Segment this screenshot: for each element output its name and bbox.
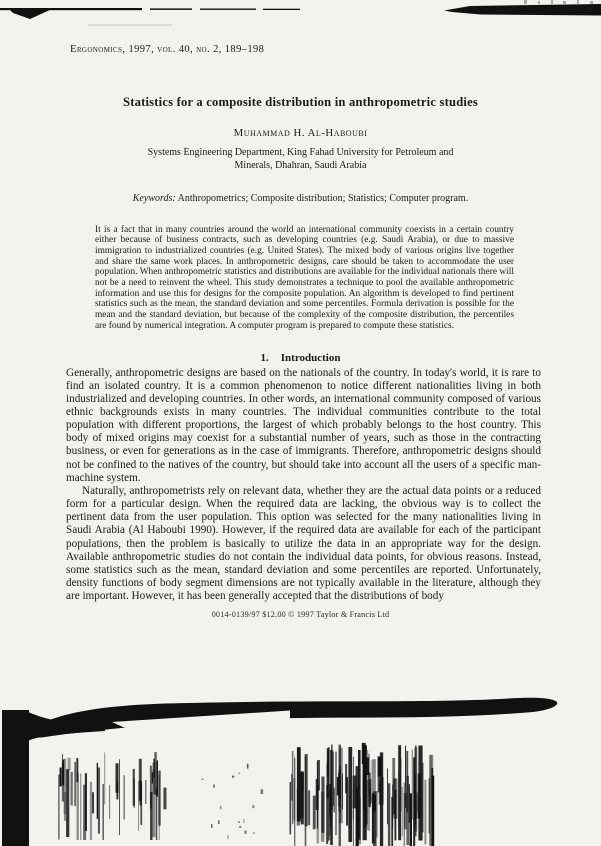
abstract-text: It is a fact that in many countries around the world an international community coexists in a certain country either because of business contracts, such as developing countries (e.g. Saudi Arabia), or due to massive immigration to industrialized countries (e.g. United States). The mixed body of various origins live together and share the same work places. In anthropometric designs, care should be taken to accommodate the user population. When anthropometric statistics and distributions are available for the individual nationals there will not be a need to reinvent the wheel. This study demonstrates a technique to pool the available anthropometric information and use this for designs for the composite population. An algorithm is developed to find pertinent statistics such as the mean, the standard deviation and some percentiles. Formula derivation is possible for the mean and the standard deviation, but because of the complexity of the composite distribution, the percentiles are found by numerical integration. A computer program is prepared to compute these statistics. xyxy=(95,224,514,331)
author-name: Muhammad H. Al-Haboubi xyxy=(233,127,368,139)
section-number: 1. xyxy=(260,351,269,364)
copyright-footer: 0014-0139/97 $12.00 © 1997 Taylor & Francis Ltd xyxy=(211,610,390,620)
keywords-block xyxy=(107,193,495,206)
page-title: Statistics for a composite distribution in anthropometric studies xyxy=(122,95,479,109)
affiliation-line-2: Minerals, Dhahran, Saudi Arabia xyxy=(234,159,367,171)
affiliation-line-1: Systems Engineering Department, King Fahad University for Petroleum and xyxy=(147,147,454,158)
keywords-text: Anthropometrics; Composite distribution; Statistics; Computer program. xyxy=(175,193,469,204)
section-heading-introduction xyxy=(0,352,601,364)
section-title: Introduction xyxy=(280,351,341,364)
author-affiliation xyxy=(0,147,601,172)
journal-header: Ergonomics, 1997, vol. 40, no. 2, 189–198 xyxy=(70,44,265,55)
paragraph-2: Naturally, anthropometrists rely on relevant data, whether they are the actual data points or a reduced form for a particular design. When the required data are lacking, the obvious way is to collect the pertinent data from the user population. This option was selected for the many nationalities living in Saudi Arabia (Al Haboubi 1990). However, if the required data are available for each of the participant populations, then the problem is basically to utilize the data in an appropriate way for the design. Available anthropometric studies do not contain the individual data points, for obvious reasons. Instead, some statistics such as the mean, standard deviation and some percentiles are reported. Unfortunately, density functions of body segment dimensions are not typically available in the literature, although they are important. However, it has been generally accepted that the distributions of body xyxy=(66,484,541,603)
body-text xyxy=(66,367,541,604)
paragraph-1: Generally, anthropometric designs are based on the nationals of the country. In today's world, it is rare to find an isolated country. It is a common phenomenon to notice different nationalities living in both industrialized and developing countries. In other words, an international community composed of various ethnic backgrounds exists in many countries. The individual communities contribute to the total population with different proportions, the largest of which probably belongs to the host country. This body of mixed origins may coexist for a substantial number of years, such as those in the contracting business, or even for generations as in the case of immigrants. Therefore, anthropometric designs should not be confined to the natives of the country, but should take into account all the users of a specific man-machine system. xyxy=(66,366,541,484)
keywords-label: Keywords: xyxy=(132,193,176,204)
